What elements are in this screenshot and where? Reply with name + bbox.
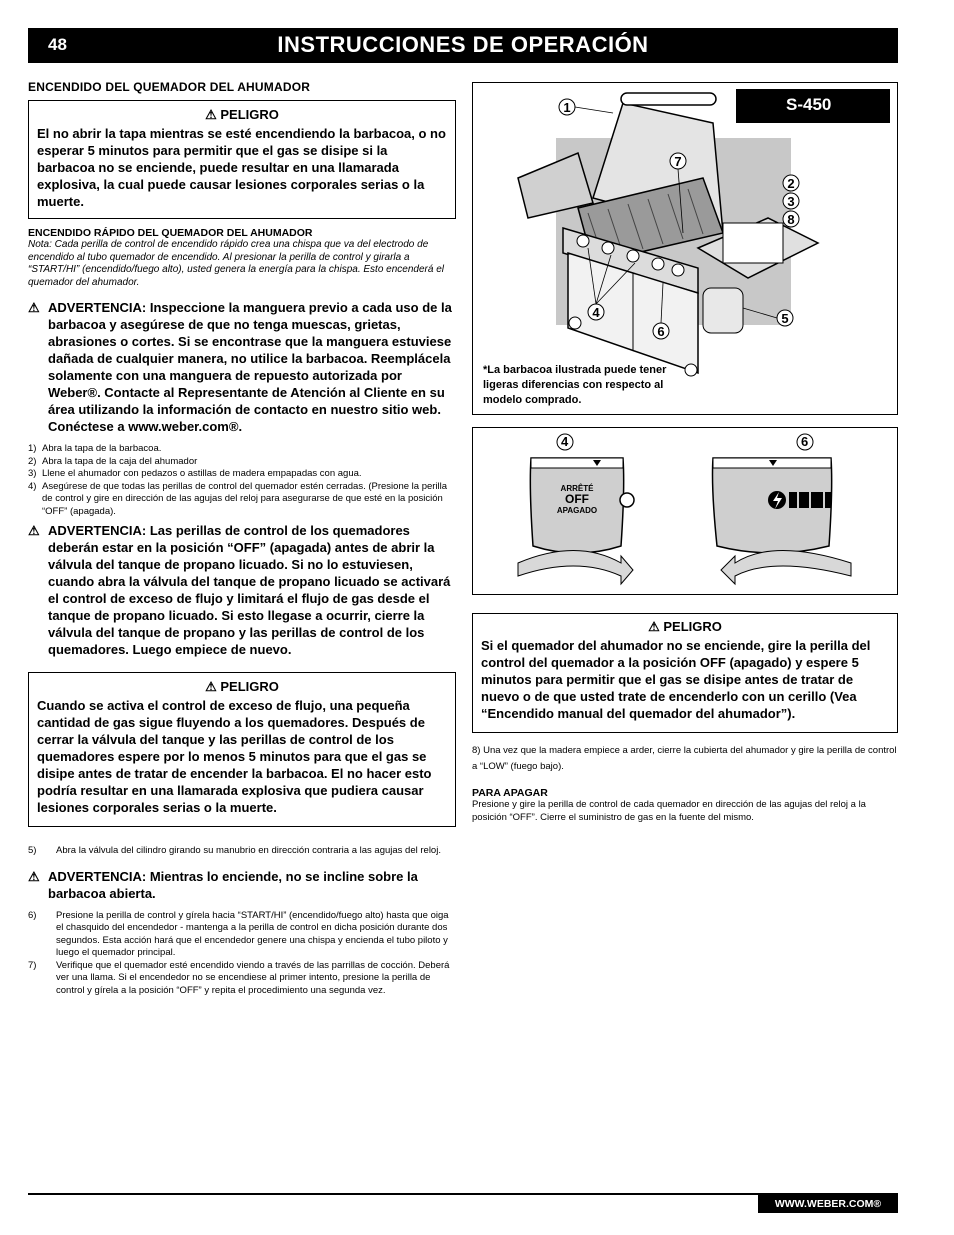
warning-triangle-icon: ⚠ [28, 868, 40, 884]
svg-text:2: 2 [787, 176, 795, 191]
danger-box-3 [472, 613, 898, 733]
steps-list-b [28, 910, 456, 998]
warning-text: ADVERTENCIA: Inspeccione la manguera previo a cada uso de la barbacoa y asegúrese de que no tenga muescas, grietas, abrasiones o cortes. Si se encontrase que la manguera estuviese dañada de cualquier manera, no utilice la barbacoa. Reemplácela solamente con una manguera de repuesto autorizada por Weber®. Contacte al Representante de Atención al Cliente en su área utilizando la información de contacto en nuestro sitio web. [48, 300, 452, 417]
section-title: ENCENDIDO DEL QUEMADOR DEL AHUMADOR [28, 80, 311, 94]
quick-title: ENCENDIDO RÁPIDO DEL QUEMADOR DEL AHUMADOR [28, 227, 313, 239]
svg-text:3: 3 [787, 194, 795, 209]
off-text: Presione y gire la perilla de control de cada quemador en dirección de las agujas del reloj a la posición “OFF”. Cierre el suministro de gas en la fuente del mismo. [472, 799, 866, 823]
page-title: INSTRUCCIONES DE OPERACIÓN [277, 32, 649, 57]
callout-5 [777, 310, 793, 326]
callout-4 [588, 304, 604, 320]
warning-triangle-icon: ⚠ [648, 619, 660, 634]
list-item: 3) Llene el ahumador con pedazos o astillas de madera empapadas con agua. [28, 468, 362, 479]
warning-1 [28, 299, 456, 435]
svg-text:8: 8 [787, 212, 795, 227]
svg-text:6: 6 [657, 324, 665, 339]
warning-2 [28, 522, 456, 658]
list-item: 1) Abra la tapa de la barbacoa. [28, 443, 162, 454]
lightning-icon [768, 491, 786, 509]
knob-figure [472, 427, 898, 595]
danger-text: El no abrir la tapa mientras se esté encendiendo la barbacoa, o no esperar 5 minutos para permitir que el gas se disipe si la barbacoa no se enciende, puede resultar en una llamarada explosiva, la cual puede causar lesiones corporales serias o la muerte. [37, 126, 446, 209]
danger-title: ⚠ PELIGRO [205, 679, 279, 694]
warning-triangle-icon: ⚠ [28, 300, 40, 315]
knob-off-label: ARRÊTÉ OFF APAGADO [556, 484, 598, 515]
step-5 [28, 845, 456, 858]
list-item: 2) Abra la tapa de la caja del ahumador [28, 455, 198, 467]
header-bar [28, 28, 898, 63]
right-column [472, 82, 898, 824]
warning-triangle-icon: ⚠ [205, 679, 217, 694]
figure-caption: *La barbacoa ilustrada puede tener ligeras diferencias con respecto al modelo comprado. [483, 364, 667, 406]
warning-3 [28, 868, 456, 902]
warning-triangle-icon: ⚠ [28, 523, 40, 538]
steps-list-a [28, 443, 456, 518]
callout-2 [783, 175, 799, 191]
callout-3 [783, 193, 799, 209]
step-8: 8) Una vez que la madera empiece a arder, cierre la cubierta del ahumador y gire la perilla de control a “LOW” (fuego bajo). [472, 745, 897, 772]
svg-text:7: 7 [674, 154, 682, 169]
model-label: S-450 [736, 89, 890, 123]
quick-note: Nota: Cada perilla de control de encendido rápido crea una chispa que va del electrodo de encendido al tubo quemador de encendido. Al presionar la perilla de control y girarla a “START/HI” (encendido/fuego alto), usted genera la energía para la chispa. Esto encenderá el quemador del ahumador. [28, 239, 444, 288]
danger-text: Cuando se activa el control de exceso de flujo, una pequeña cantidad de gas sigue fluyendo a los quemadores. Después de cerrar la válvula del tanque y las perillas de control de los quemadores espere por lo menos 5 minutos para que el gas se disipe antes de tratar de encender la barbacoa. El no hacer esto podría resultar en una llamarada explosiva que pudiera causar lesiones corporales serias o la muerte. [37, 698, 432, 815]
callout-6: 6 [801, 434, 809, 449]
warning-text: ADVERTENCIA: Las perillas de control de los quemadores deberán estar en la posición “OFF” (apagada) antes de abrir la válvula del tanque de propano licuado. Si no lo estuviesen, cuando abra la válvula del tanque de propano licuado se activará el control de exceso de flujo y limitará el flujo de gas desde el tanque de propano licuado. Si esto llegase a ocurrir, cierre la válvula del tanque de propano y las perillas de control de los quemadores. Luego empiece de nuevo. [48, 523, 451, 657]
grill-figure [472, 82, 898, 415]
danger-box-2 [28, 672, 456, 827]
svg-text:1: 1 [563, 100, 571, 115]
knob-illustration [473, 428, 897, 594]
callout-4: 4 [561, 434, 569, 449]
left-column [28, 80, 456, 997]
warning-text: ADVERTENCIA: Mientras lo enciende, no se incline sobre la barbacoa abierta. [48, 868, 418, 901]
svg-text:4: 4 [592, 305, 600, 320]
list-item: 5) Abra la válvula del cilindro girando su manubrio en dirección contraria a las agujas del reloj. [28, 845, 441, 856]
list-item: 4) Asegúrese de que todas las perillas de control del quemador estén cerradas. (Presione la perilla de control y gire en dirección de las agujas del reloj para asegurarse de que esté en la posición “OFF” (apagada). [28, 480, 448, 517]
svg-text:5: 5 [781, 311, 789, 326]
page-number: 48 [48, 35, 67, 54]
callout-8 [783, 211, 799, 227]
danger-box-1 [28, 100, 456, 219]
danger-title: ⚠ PELIGRO [205, 107, 279, 122]
footer-url[interactable]: WWW.WEBER.COM® [758, 1195, 898, 1213]
off-title: PARA APAGAR [472, 787, 548, 799]
danger-title: ⚠ PELIGRO [648, 619, 722, 634]
warning-triangle-icon: ⚠ [205, 107, 217, 122]
callout-1 [559, 99, 575, 115]
callout-7 [670, 153, 686, 169]
list-item: 7) Verifique que el quemador esté encendido viendo a través de las parrillas de cocción. Deberá ver una llama. Si el encendedor no se encendiese al primer intento, presione la perilla de control y gírela a la posición “OFF” y repita el procedimiento una segunda vez. [28, 959, 450, 996]
callout-6 [653, 323, 669, 339]
danger-text: Si el quemador del ahumador no se enciende, gire la perilla del control del quemador a la posición OFF (apagado) y espere 5 minutos para permitir que el gas se disipe antes de tratar de nuevo o de que usted trate de encenderlo con un cerillo (Vea “Encendido manual del quemador del ahumador”). [481, 638, 871, 721]
weber-link[interactable]: Conéctese a www.weber.com®. [48, 419, 243, 434]
list-item: 6) Presione la perilla de control y gírela hacia “START/HI” (encendido/fuego alto) hasta que oiga el chasquido del encendedor - mantenga a la perilla de control en dicha posición durante dos segundos. Esta acción hará que el encendedor genere una chispa y encienda el tubo piloto y luego el quemador principal. [28, 909, 449, 958]
